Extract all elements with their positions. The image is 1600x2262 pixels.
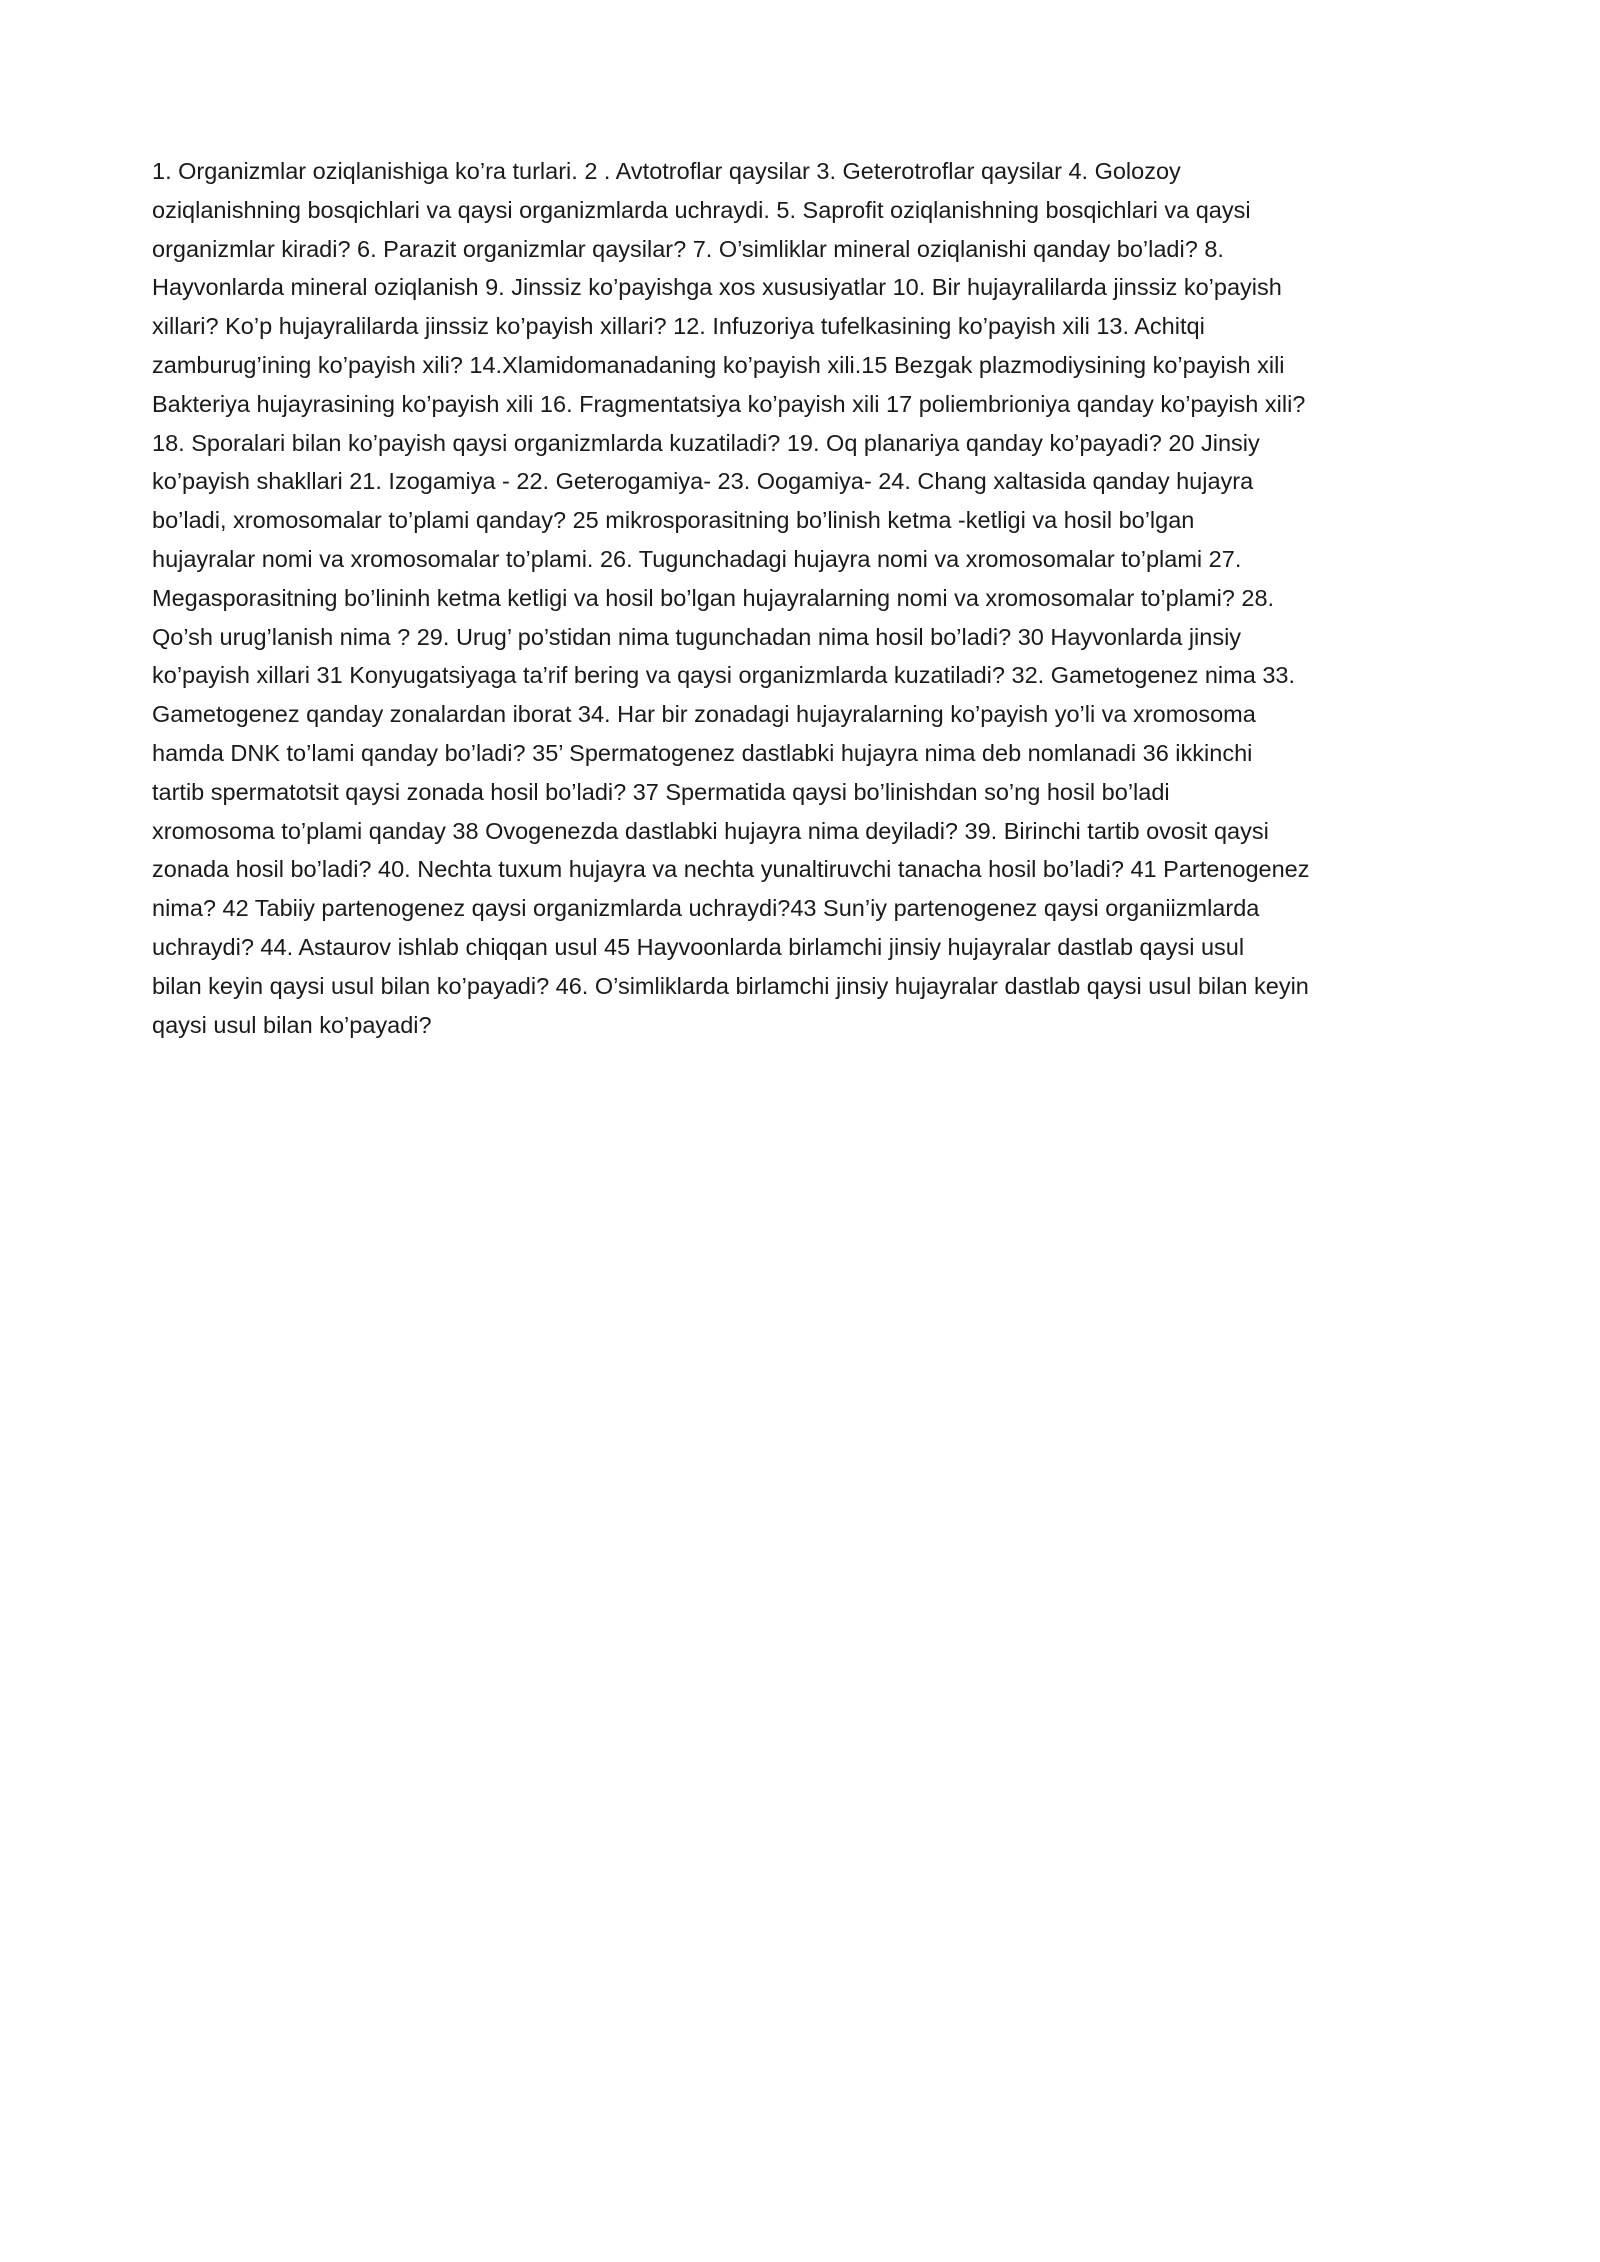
paragraph-line: nima? 42 Tabiiy partenogenez qaysi organizmlarda uchraydi?43 Sun’iy partenogenez qaysi organiizmlarda: [152, 895, 1260, 922]
paragraph-line: Qo’sh urug’lanish nima ? 29. Urug’ po’stidan nima tugunchadan nima hosil bo’ladi? 30 Hayvonlarda jinsiy: [152, 623, 1242, 650]
paragraph-line: hamda DNK to’lami qanday bo’ladi? 35’ Spermatogenez dastlabki hujayra nima deb nomlanadi 36 ikkinchi: [152, 739, 1253, 766]
paragraph-line: Gametogenez qanday zonalardan iborat 34. Har bir zonadagi hujayralarning ko’payish yo’li va xromosoma: [152, 701, 1256, 728]
paragraph-line: qaysi usul bilan ko’payadi?: [152, 1011, 432, 1038]
paragraph-line: hujayralar nomi va xromosomalar to’plami. 26. Tugunchadagi hujayra nomi va xromosomalar to’plami 27.: [152, 545, 1242, 572]
paragraph-line: bo’ladi, xromosomalar to’plami qanday? 25 mikrosporasitning bo’linish ketma -ketligi va hosil bo’lgan: [152, 507, 1195, 534]
paragraph-line: xillari? Ko’p hujayralilarda jinssiz ko’payish xillari? 12. Infuzoriya tufelkasining ko’payish xili 13. Achitqi: [152, 313, 1205, 340]
paragraph-line: ko’payish xillari 31 Konyugatsiyaga ta’rif bering va qaysi organizmlarda kuzatiladi? 32. Gametogenez nima 33.: [152, 662, 1295, 689]
paragraph-line: ko’payish shakllari 21. Izogamiya - 22. Geterogamiya- 23. Oogamiya- 24. Chang xaltasida qanday hujayra: [152, 468, 1254, 495]
paragraph-line: zonada hosil bo’ladi? 40. Nechta tuxum hujayra va nechta yunaltiruvchi tanacha hosil bo’ladi? 41 Partenogenez: [152, 856, 1310, 883]
paragraph-line: xromosoma to’plami qanday 38 Ovogenezda dastlabki hujayra nima deyiladi? 39. Birinchi tartib ovosit qaysi: [152, 817, 1269, 844]
paragraph-line: bilan keyin qaysi usul bilan ko’payadi? 46. O’simliklarda birlamchi jinsiy hujayralar dastlab qaysi usul bilan keyin: [152, 972, 1309, 999]
paragraph-line: Megasporasitning bo’lininh ketma ketligi va hosil bo’lgan hujayralarning nomi va xromosomalar to’plami? 28.: [152, 584, 1275, 611]
paragraph-line: 1. Organizmlar oziqlanishiga ko’ra turlari. 2 . Avtotroflar qaysilar 3. Geterotroflar qaysilar 4. Golozoy: [152, 158, 1181, 184]
paragraph-line: uchraydi? 44. Astaurov ishlab chiqqan usul 45 Hayvoonlarda birlamchi jinsiy hujayralar dastlab qaysi usul: [152, 933, 1245, 960]
paragraph-line: tartib spermatotsit qaysi zonada hosil bo’ladi? 37 Spermatida qaysi bo’linishdan so’ng hosil bo’ladi: [152, 778, 1170, 805]
paragraph-line: Bakteriya hujayrasining ko’payish xili 16. Fragmentatsiya ko’payish xili 17 poliembrioniya qanday ko’payish xili?: [152, 390, 1306, 417]
paragraph-line: Hayvonlarda mineral oziqlanish 9. Jinssiz ko’payishga xos xususiyatlar 10. Bir hujayralilarda jinssiz ko’payish: [152, 274, 1282, 301]
paragraph-line: 18. Sporalari bilan ko’payish qaysi organizmlarda kuzatiladi? 19. Oq planariya qanday ko’payadi? 20 Jinsiy: [152, 429, 1260, 456]
paragraph-line: organizmlar kiradi? 6. Parazit organizmlar qaysilar? 7. O’simliklar mineral oziqlanishi qanday bo’ladi? 8.: [152, 235, 1224, 262]
paragraph-line: oziqlanishning bosqichlari va qaysi organizmlarda uchraydi. 5. Saprofit oziqlanishning bosqichlari va qaysi: [152, 196, 1251, 223]
questions-paragraph: [152, 152, 1492, 1044]
paragraph-line: zamburug’ining ko’payish xili? 14.Xlamidomanadaning ko’payish xili.15 Bezgak plazmodiysining ko’payish xili: [152, 351, 1285, 378]
